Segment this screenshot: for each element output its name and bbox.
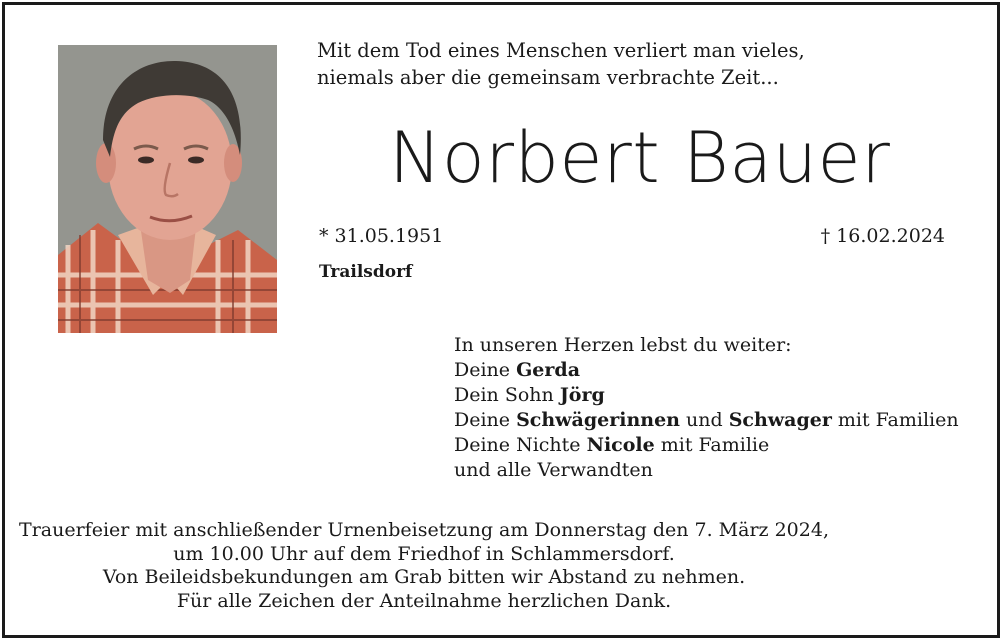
mourner-line: [454, 408, 959, 433]
mourner-line: [454, 433, 959, 458]
residence-place: Trailsdorf: [319, 262, 413, 282]
footer-line-1: Trauerfeier mit anschließender Urnenbeisetzung am Donnerstag den 7. März 2024,: [19, 519, 829, 541]
mourner-text: Deine: [454, 359, 517, 381]
mourner-text: mit Familie: [654, 434, 770, 456]
mourner-text: Deine Nichte: [454, 434, 587, 456]
mourner-text: mit Familien: [831, 409, 959, 431]
footer-line-4: Für alle Zeichen der Anteilnahme herzlichen Dank.: [176, 589, 672, 612]
quote: [317, 37, 805, 91]
service-notice: [5, 519, 843, 613]
mourner-line: [454, 358, 959, 383]
birth-date: * 31.05.1951: [319, 225, 444, 247]
death-date: † 16.02.2024: [820, 225, 945, 247]
portrait-illustration: [58, 45, 277, 333]
obituary-card: [2, 2, 1000, 638]
mourner-name: Schwägerinnen: [516, 409, 680, 431]
quote-line-1: Mit dem Tod eines Menschen verliert man vieles,: [317, 39, 805, 62]
mourner-line: und alle Verwandten: [454, 459, 653, 481]
mourner-line: [454, 383, 959, 408]
footer-line-2: um 10.00 Uhr auf dem Friedhof in Schlammersdorf.: [173, 542, 675, 565]
portrait-photo: [58, 45, 277, 333]
footer-line-3: Von Beileidsbekundungen am Grab bitten wir Abstand zu nehmen.: [102, 566, 746, 588]
mourner-name: Jörg: [559, 384, 605, 406]
quote-line-2: niemals aber die gemeinsam verbrachte Zeit...: [317, 66, 779, 89]
mourner-name: Nicole: [586, 434, 655, 456]
mourner-text: und: [679, 409, 729, 431]
mourner-name: Gerda: [516, 359, 580, 381]
mourners-list: [454, 333, 959, 483]
mourner-text: Deine: [454, 409, 517, 431]
mourner-text: Dein Sohn: [454, 384, 560, 406]
mourners-intro: In unseren Herzen lebst du weiter:: [454, 334, 792, 356]
mourner-name: Schwager: [728, 409, 832, 431]
deceased-name: Norbert Bauer: [389, 117, 891, 199]
